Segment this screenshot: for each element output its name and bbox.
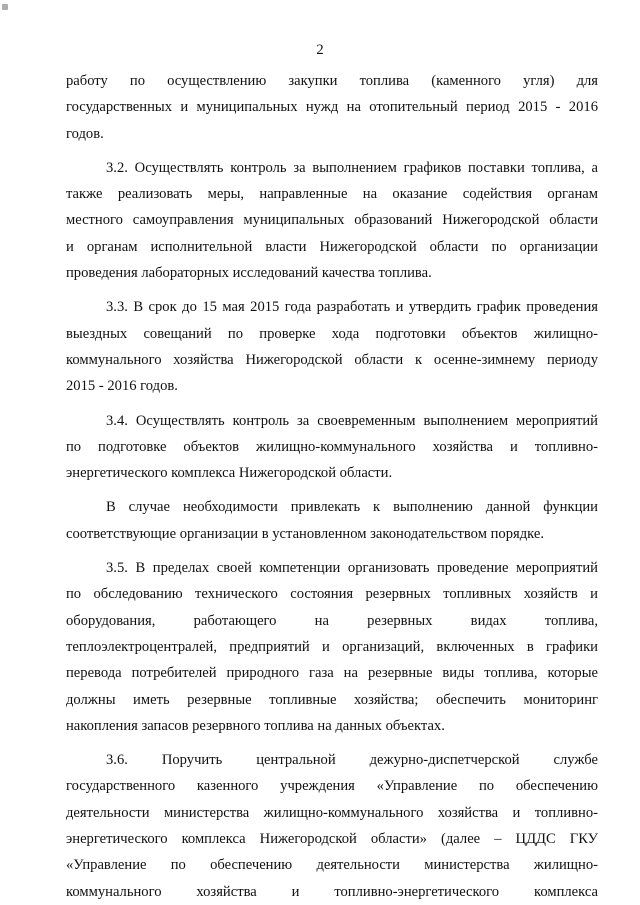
document-body — [66, 68, 598, 905]
text-line: также реализовать меры, направленные на оказание содействия органам — [66, 186, 598, 203]
text-line: оборудования, работающего на резервных видах топлива, — [66, 612, 598, 629]
text-line: В случае необходимости привлекать к выполнению данной функции — [106, 499, 598, 516]
paragraph-note — [66, 494, 598, 547]
text-line: 3.4. Осуществлять контроль за своевременным выполнением мероприятий — [106, 412, 598, 429]
text-line: по подготовке объектов жилищно-коммунального хозяйства и топливно- — [66, 438, 598, 455]
scan-mark — [2, 4, 8, 10]
text-line: коммунального хозяйства и топливно-энергетического комплекса — [66, 883, 598, 900]
text-line: работу по осуществлению закупки топлива (каменного угля) для — [66, 73, 598, 89]
text-line: по обследованию технического состояния резервных топливных хозяйств и — [66, 586, 598, 603]
text-line: годов. — [66, 125, 104, 142]
text-line: теплоэлектроцентралей, предприятий и организаций, включенных в графики — [66, 638, 598, 655]
paragraph-3-4 — [66, 408, 598, 487]
paragraph-3-3 — [66, 294, 598, 399]
text-line: и органам исполнительной власти Нижегородской области по организации — [66, 238, 598, 255]
text-line: государственных и муниципальных нужд на отопительный период 2015 - 2016 — [66, 99, 598, 116]
text-line: накопления запасов резервного топлива на данных объектах. — [66, 717, 445, 734]
text-line: 3.5. В пределах своей компетенции организовать проведение мероприятий — [106, 560, 598, 577]
paragraph-continuation — [66, 68, 598, 147]
text-line: «Управление по обеспечению деятельности министерства жилищно- — [66, 857, 598, 874]
text-line: выездных совещаний по проверке хода подготовки объектов жилищно- — [66, 325, 598, 342]
page-number: 2 — [316, 42, 324, 58]
text-line: перевода потребителей природного газа на резервные виды топлива, которые — [66, 665, 598, 682]
text-line: 2015 - 2016 годов. — [66, 378, 178, 395]
text-line: местного самоуправления муниципальных образований Нижегородской области — [66, 212, 598, 229]
text-line: деятельности министерства жилищно-коммунального хозяйства и топливно- — [66, 804, 598, 821]
text-line: энергетического комплекса Нижегородской области. — [66, 465, 393, 482]
text-line: 3.3. В срок до 15 мая 2015 года разработать и утвердить график проведения — [106, 299, 598, 316]
paragraph-3-6 — [66, 747, 598, 905]
text-line: энергетического комплекса Нижегородской области» (далее – ЦДДС ГКУ — [66, 831, 598, 848]
text-line: должны иметь резервные топливные хозяйства; обеспечить мониторинг — [66, 691, 598, 708]
text-line: 3.6. Поручить центральной дежурно-диспетчерской службе — [106, 752, 598, 769]
paragraph-3-5 — [66, 555, 598, 739]
text-line: коммунального хозяйства Нижегородской области к осенне-зимнему периоду — [66, 351, 598, 368]
text-line: проведения лабораторных исследований качества топлива. — [66, 265, 432, 282]
text-line: 3.2. Осуществлять контроль за выполнением графиков поставки топлива, а — [106, 159, 598, 176]
text-line: государственного казенного учреждения «Управление по обеспечению — [66, 778, 598, 795]
paragraph-3-2 — [66, 155, 598, 286]
text-line: соответствующие организации в установленном законодательством порядке. — [66, 525, 544, 542]
